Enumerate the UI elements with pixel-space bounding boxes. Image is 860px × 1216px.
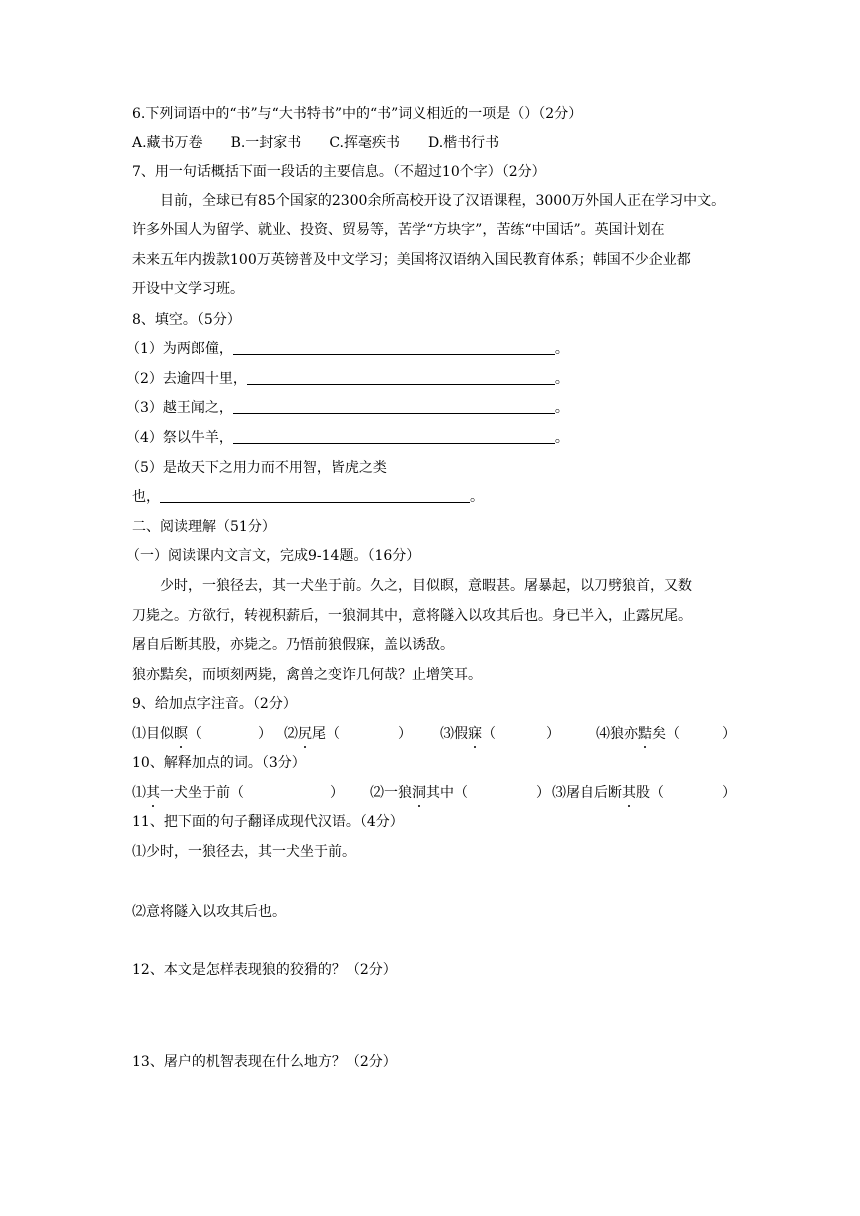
q6-title: 6.下列词语中的“书”与“大书特书”中的“书”词义相近的一项是（）（2分） bbox=[132, 106, 583, 122]
q8-item: （1）为两郎僮， 。 bbox=[126, 341, 569, 357]
section-title: 二、阅读理解（51分） bbox=[132, 519, 276, 535]
passage-line: 狼亦黠矣，而顷刻两毙，禽兽之变诈几何哉？止增笑耳。 bbox=[132, 667, 482, 683]
q7-passage-line: 未来五年内拨款100万英镑普及中文学习；美国将汉语纳入国民教育体系；韩国不少企业都 bbox=[132, 252, 691, 268]
q9-item: ⑶假寐（ bbox=[440, 726, 496, 742]
q9-item: ⑵尻尾（ bbox=[284, 726, 340, 742]
q7-passage-line: 开设中文学习班。 bbox=[132, 281, 244, 297]
q8-title: 8、填空。（5分） bbox=[132, 312, 241, 328]
answer-blank[interactable] bbox=[160, 488, 470, 503]
q8-item: （3）越王闻之， 。 bbox=[126, 400, 569, 416]
passage-line: 屠自后断其股，亦毙之。乃悟前狼假寐，盖以诱敌。 bbox=[132, 637, 454, 653]
q8-item-prompt: （1）为两郎僮， bbox=[126, 341, 233, 357]
q11-sentence: ⑴少时，一狼径去，其一犬坐于前。 bbox=[132, 844, 356, 860]
answer-blank[interactable] bbox=[233, 399, 555, 414]
answer-blank[interactable] bbox=[233, 340, 555, 355]
q6-options bbox=[132, 133, 499, 153]
q8-item: （4）祭以牛羊， 。 bbox=[126, 430, 569, 446]
q11-sentence: ⑵意将隧入以攻其后也。 bbox=[132, 904, 286, 920]
dotted-char: 瞑 bbox=[174, 726, 188, 742]
passage-line: 少时，一狼径去，其一犬坐于前。久之，目似瞑，意暇甚。屠暴起，以刀劈狼首，又数 bbox=[160, 578, 692, 594]
q8-item-prompt: （2）去逾四十里， bbox=[126, 371, 247, 387]
q11-title: 11、把下面的句子翻译成现代汉语。（4分） bbox=[132, 814, 404, 830]
exam-page: 6.下列词语中的“书”与“大书特书”中的“书”词义相近的一项是（）（2分） A.藏书万卷 B.一封家书 C.挥毫疾书 D.楷书行书 7、用一句话概括下面一段话的主要信息。（不超过10个字）（2分） 目前，全球已有85个国家的2300余所高校开设了汉语课程，3000万外国人正在学习中文。 许多外国人为留学、就业、投资、贸易等，苦学“方块字”，苦练“中国话”。英国计划在 未来五年内拨款100万英镑普及中文学习；美国将汉语纳入国民教育体系；韩国不少企业都 开设中文学习班。 8、填空。（5分） （1）为两郎僮， 。 （2）去逾四十里， 。 （3）越王闻之， 。 （4）祭以牛羊， 。 （5）是故天下之用力而不用智，皆虎之类 也， 。 二、阅读理解（51分） （一）阅读课内文言文，完成9-14题。（16分） 少时，一狼径去，其一犬坐于前。久之，目似瞑，意暇甚。屠暴起，以刀劈狼首，又数 刀毙之。方欲行，转视积薪后，一狼洞其中，意将隧入以攻其后也。身已半入，止露尻尾。 屠自后断其股，亦毙之。乃悟前狼假寐，盖以诱敌。 狼亦黠矣，而顷刻两毙，禽兽之变诈几何哉？止增笑耳。 9、给加点字注音。（2分） ⑴目似瞑（ ） ⑵尻尾（ ） ⑶假寐（ ） ⑷狼亦黠矣（ ） 10、解释加点的词。（3分） ⑴其一犬坐于前（ ） ⑵一狼洞其中（ ） ⑶屠自后断其股（ ） 11、把下面的句子翻译成现代汉语。（4分） ⑴少时，一狼径去，其一犬坐于前。 ⑵意将隧入以攻其后也。 12、本文是怎样表现狼的狡猾的？（2分） 13、屠户的机智表现在什么地方？（2分） bbox=[126, 106, 736, 1070]
q7-passage-line: 目前，全球已有85个国家的2300余所高校开设了汉语课程，3000万外国人正在学习中文。 bbox=[160, 193, 726, 209]
answer-blank[interactable] bbox=[247, 370, 555, 385]
q7-title: 7、用一句话概括下面一段话的主要信息。（不超过10个字）（2分） bbox=[132, 164, 546, 180]
subsection-title: （一）阅读课内文言文，完成9-14题。（16分） bbox=[126, 548, 421, 564]
dotted-char: 黠 bbox=[638, 726, 652, 742]
dotted-char: 其 bbox=[622, 785, 636, 801]
q8-item-continuation: 也， 。 bbox=[132, 489, 484, 505]
answer-blank[interactable] bbox=[233, 429, 555, 444]
q6-option-a: A.藏书万卷 bbox=[132, 135, 203, 151]
dotted-char: 其 bbox=[146, 785, 160, 801]
q8-item: （2）去逾四十里， 。 bbox=[126, 371, 569, 387]
passage-line: 刀毙之。方欲行，转视积薪后，一狼洞其中，意将隧入以攻其后也。身已半入，止露尻尾。 bbox=[132, 608, 692, 624]
dotted-char: 尻 bbox=[298, 726, 312, 742]
dotted-char: 寐 bbox=[468, 726, 482, 742]
q10-item: ⑶屠自后断其股（ bbox=[552, 785, 664, 801]
q9-item: ⑷狼亦黠矣（ bbox=[596, 726, 680, 742]
q8-item-prompt: （5）是故天下之用力而不用智，皆虎之类 bbox=[126, 460, 387, 476]
q10-title: 10、解释加点的词。（3分） bbox=[132, 755, 306, 771]
dotted-char: 洞 bbox=[412, 785, 426, 801]
q8-item-prompt: （3）越王闻之， bbox=[126, 400, 233, 416]
q7-passage-line: 许多外国人为留学、就业、投资、贸易等，苦学“方块字”，苦练“中国话”。英国计划在 bbox=[132, 222, 665, 238]
q8-item-prompt: （4）祭以牛羊， bbox=[126, 430, 233, 446]
q10-item: ⑴其一犬坐于前（ bbox=[132, 785, 244, 801]
q13-title: 13、屠户的机智表现在什么地方？（2分） bbox=[132, 1054, 397, 1070]
q6-option-b: B.一封家书 bbox=[230, 135, 302, 151]
q10-item: ⑵一狼洞其中（ bbox=[370, 785, 468, 801]
q9-title: 9、给加点字注音。（2分） bbox=[132, 696, 297, 712]
q6-option-c: C.挥毫疾书 bbox=[329, 135, 400, 151]
q9-item: ⑴目似瞑（ bbox=[132, 726, 202, 742]
q12-title: 12、本文是怎样表现狼的狡猾的？（2分） bbox=[132, 962, 397, 978]
q6-option-d: D.楷书行书 bbox=[427, 135, 500, 151]
